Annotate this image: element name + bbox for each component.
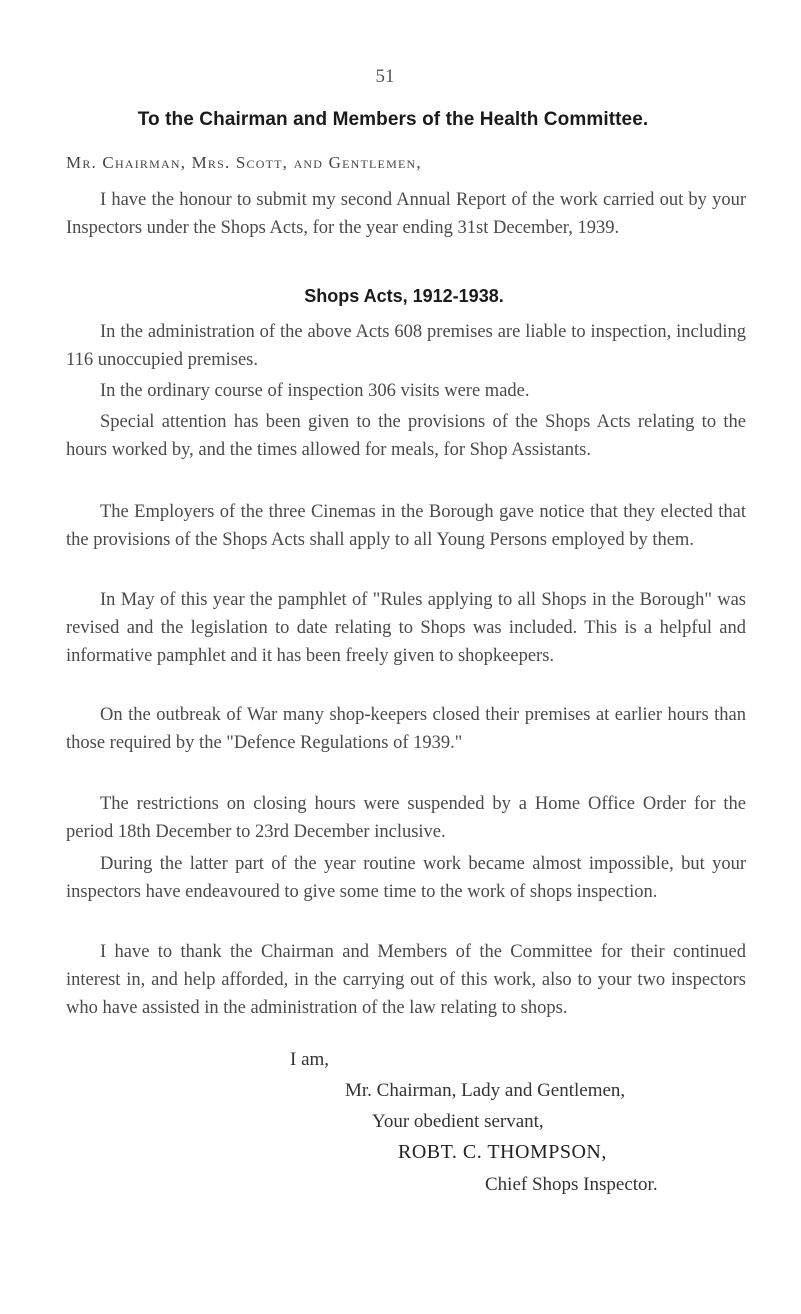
body-paragraph: In the administration of the above Acts 608 premises are liable to inspection, including 116 unoccupied premises. xyxy=(66,322,746,370)
signature-role: Chief Shops Inspector. xyxy=(485,1174,658,1195)
signature-name: ROBT. C. THOMPSON, xyxy=(398,1141,607,1163)
body-paragraph: The restrictions on closing hours were suspended by a Home Office Order for the period 18th December to 23rd December inclusive. xyxy=(66,794,746,842)
salutation: Mr. Chairman, Mrs. Scott, and Gentlemen, xyxy=(66,153,422,172)
body-paragraph: I have to thank the Chairman and Members of the Committee for their continued interest in, and help afforded, in the carrying out of this work, also to your two inspectors who have assisted in the administration of the law relating to shops. xyxy=(66,942,746,1018)
body-paragraph: The Employers of the three Cinemas in the Borough gave notice that they elected that the provisions of the Shops Acts shall apply to all Young Persons employed by them. xyxy=(66,502,746,550)
closing-line: I am, xyxy=(290,1049,330,1070)
body-paragraph: In May of this year the pamphlet of "Rules applying to all Shops in the Borough" was revised and the legislation to date relating to Shops was included. This is a helpful and informative pamphlet and it has been freely given to shopkeepers. xyxy=(66,590,746,666)
closing-address: Mr. Chairman, Lady and Gentlemen, xyxy=(345,1080,626,1101)
body-paragraph: In the ordinary course of inspection 306 visits were made. xyxy=(100,381,530,401)
closing-valediction: Your obedient servant, xyxy=(372,1111,544,1132)
page-number: 51 xyxy=(375,66,395,87)
intro-paragraph: I have the honour to submit my second Annual Report of the work carried out by your Inspectors under the Shops Acts, for the year ending 31st December, 1939. xyxy=(66,190,746,238)
body-paragraph: Special attention has been given to the provisions of the Shops Acts relating to the hours worked by, and the times allowed for meals, for Shop Assistants. xyxy=(66,412,746,460)
body-paragraph: During the latter part of the year routine work became almost impossible, but your inspectors have endeavoured to give some time to the work of shops inspection. xyxy=(66,854,746,902)
page-title: To the Chairman and Members of the Health Committee. xyxy=(137,109,649,130)
body-paragraph: On the outbreak of War many shop-keepers closed their premises at earlier hours than those required by the "Defence Regulations of 1939." xyxy=(66,705,746,753)
section-title: Shops Acts, 1912-1938. xyxy=(304,286,504,306)
